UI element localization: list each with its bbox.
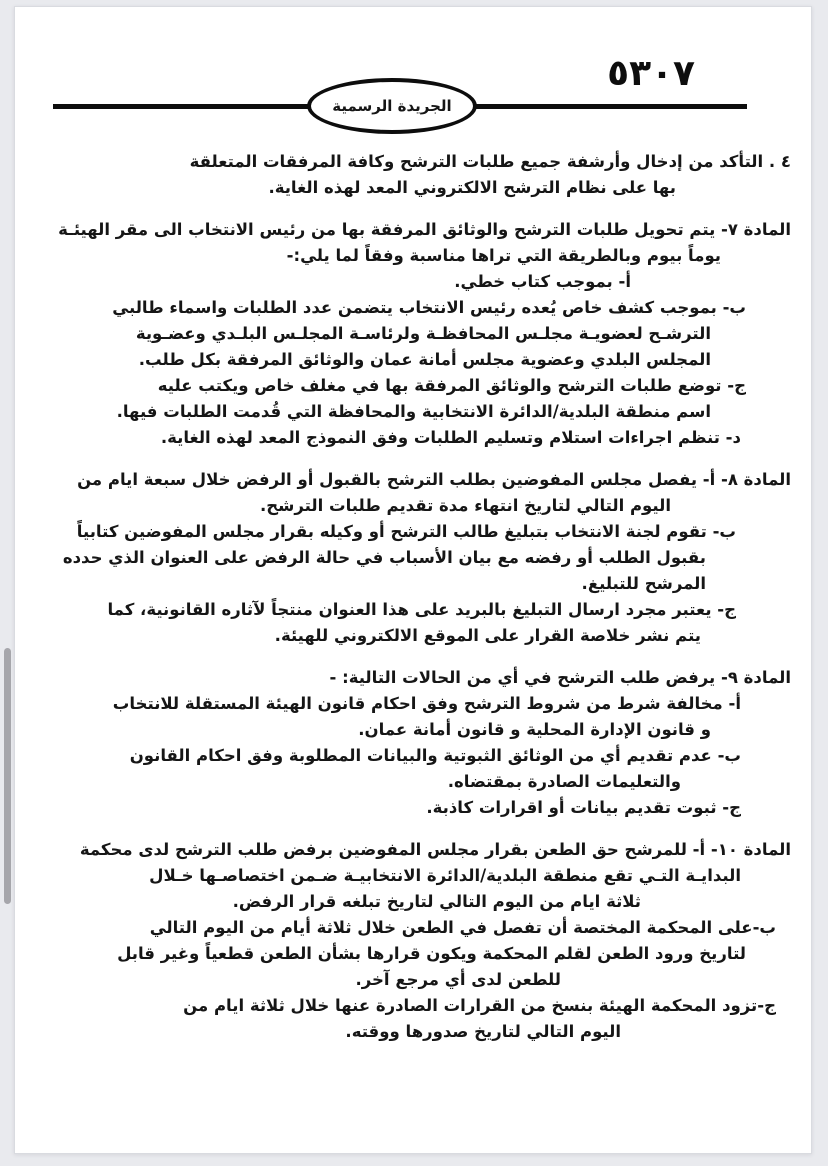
text-line: ج- توضع طلبات الترشح والوثائق المرفقة بها في مغلف خاص ويكتب عليه	[157, 376, 746, 395]
article-8-block	[62, 467, 791, 649]
text-line: بقبول الطلب أو رفضه مع بيان الأسباب في حالة الرفض على العنوان الذي حدده	[62, 548, 706, 567]
text-line: المادة ٩- يرفض طلب الترشح في أي من الحالات التالية: -	[329, 668, 791, 687]
text-line: والتعليمات الصادرة بمقتضاه.	[447, 772, 681, 791]
text-line: البدايـة التـي تقع منطقة البلدية/الدائرة الانتخابيـة ضـمن اختصاصـها خـلال	[149, 866, 741, 885]
text-line: ثلاثة ايام من اليوم التالي لتاريخ تبلغه قرار الرفض.	[232, 892, 641, 911]
text-line: أ- بموجب كتاب خطي.	[454, 272, 631, 291]
document-page	[14, 6, 812, 1154]
text-line: د- تنظم اجراءات استلام وتسليم الطلبات وفق النموذج المعد لهذه الغاية.	[160, 428, 741, 447]
text-line: بها على نظام الترشح الالكتروني المعد لهذه الغاية.	[268, 178, 676, 197]
text-line: الترشـح لعضويـة مجلـس المحافظـة ولرئاسـة المجلـس البلـدي وعضـوية	[135, 324, 711, 343]
text-line: يوماً بيوم وبالطريقة التي تراها مناسبة وفقاً لما يلي:-	[286, 246, 721, 265]
text-line: اليوم التالي لتاريخ انتهاء مدة تقديم طلبات الترشح.	[260, 496, 671, 515]
article-7-block	[58, 217, 791, 451]
scrollbar-thumb[interactable]	[4, 648, 11, 904]
text-line: المادة ٧- يتم تحويل طلبات الترشح والوثائق المرفقة بها من رئيس الانتخاب الى مقر الهيئـة	[58, 220, 791, 239]
text-line: ب- بموجب كشف خاص يُعده رئيس الانتخاب يتضمن عدد الطلبات واسماء طالبي	[112, 298, 746, 317]
text-line: يتم نشر خلاصة القرار على الموقع الالكتروني للهيئة.	[274, 626, 701, 645]
text-line: المادة ١٠- أ- للمرشح حق الطعن بقرار مجلس المفوضين برفض طلب الترشح لدى محكمة	[79, 840, 791, 859]
text-line: ٤ . التأكد من إدخال وأرشفة جميع طلبات الترشح وكافة المرفقات المتعلقة	[189, 152, 791, 171]
text-line: ب-على المحكمة المختصة أن تفصل في الطعن خلال ثلاثة أيام من اليوم التالي	[149, 918, 776, 937]
text-line: المجلس البلدي وعضوية مجلس أمانة عمان والوثائق المرفقة بكل طلب.	[138, 350, 711, 369]
gazette-title: الجريدة الرسمية	[332, 97, 452, 115]
article-10-block	[76, 837, 791, 1045]
text-line: المادة ٨- أ- يفصل مجلس المفوضين بطلب الترشح بالقبول أو الرفض خلال سبعة ايام من	[77, 470, 791, 489]
text-line: اليوم التالي لتاريخ صدورها ووقته.	[345, 1022, 621, 1041]
text-line: ب- عدم تقديم أي من الوثائق الثبوتية والبيانات المطلوبة وفق احكام القانون	[129, 746, 741, 765]
text-line: و قانون الإدارة المحلية و قانون أمانة عمان.	[358, 720, 711, 739]
text-line: ب- تقوم لجنة الانتخاب بتبليغ طالب الترشح أو وكيله بقرار مجلس المفوضين كتابياً	[76, 522, 736, 541]
text-line: لتاريخ ورود الطعن لقلم المحكمة ويكون قرارها بشأن الطعن قطعياً وغير قابل	[117, 944, 746, 963]
clause-4-block	[76, 149, 791, 201]
article-9-block	[76, 665, 791, 821]
document-body	[58, 149, 791, 1045]
text-line: ج- يعتبر مجرد ارسال التبليغ بالبريد على هذا العنوان منتجاً لآثاره القانونية، كما	[107, 600, 736, 619]
gazette-oval-badge	[307, 78, 477, 134]
text-line: ج-تزود المحكمة الهيئة بنسخ من القرارات الصادرة عنها خلال ثلاثة ايام من	[183, 996, 776, 1015]
text-line: اسم منطقة البلدية/الدائرة الانتخابية والمحافظة التي قُدمت الطلبات فيها.	[116, 402, 711, 421]
page-number: ٥٣٠٧	[607, 53, 695, 94]
text-line: للطعن لدى أي مرجع آخر.	[355, 970, 561, 989]
text-line: المرشح للتبليغ.	[581, 574, 706, 593]
text-line: ج- ثبوت تقديم بيانات أو اقرارات كاذبة.	[426, 798, 741, 817]
text-line: أ- مخالفة شرط من شروط الترشح وفق احكام قانون الهيئة المستقلة للانتخاب	[112, 694, 741, 713]
